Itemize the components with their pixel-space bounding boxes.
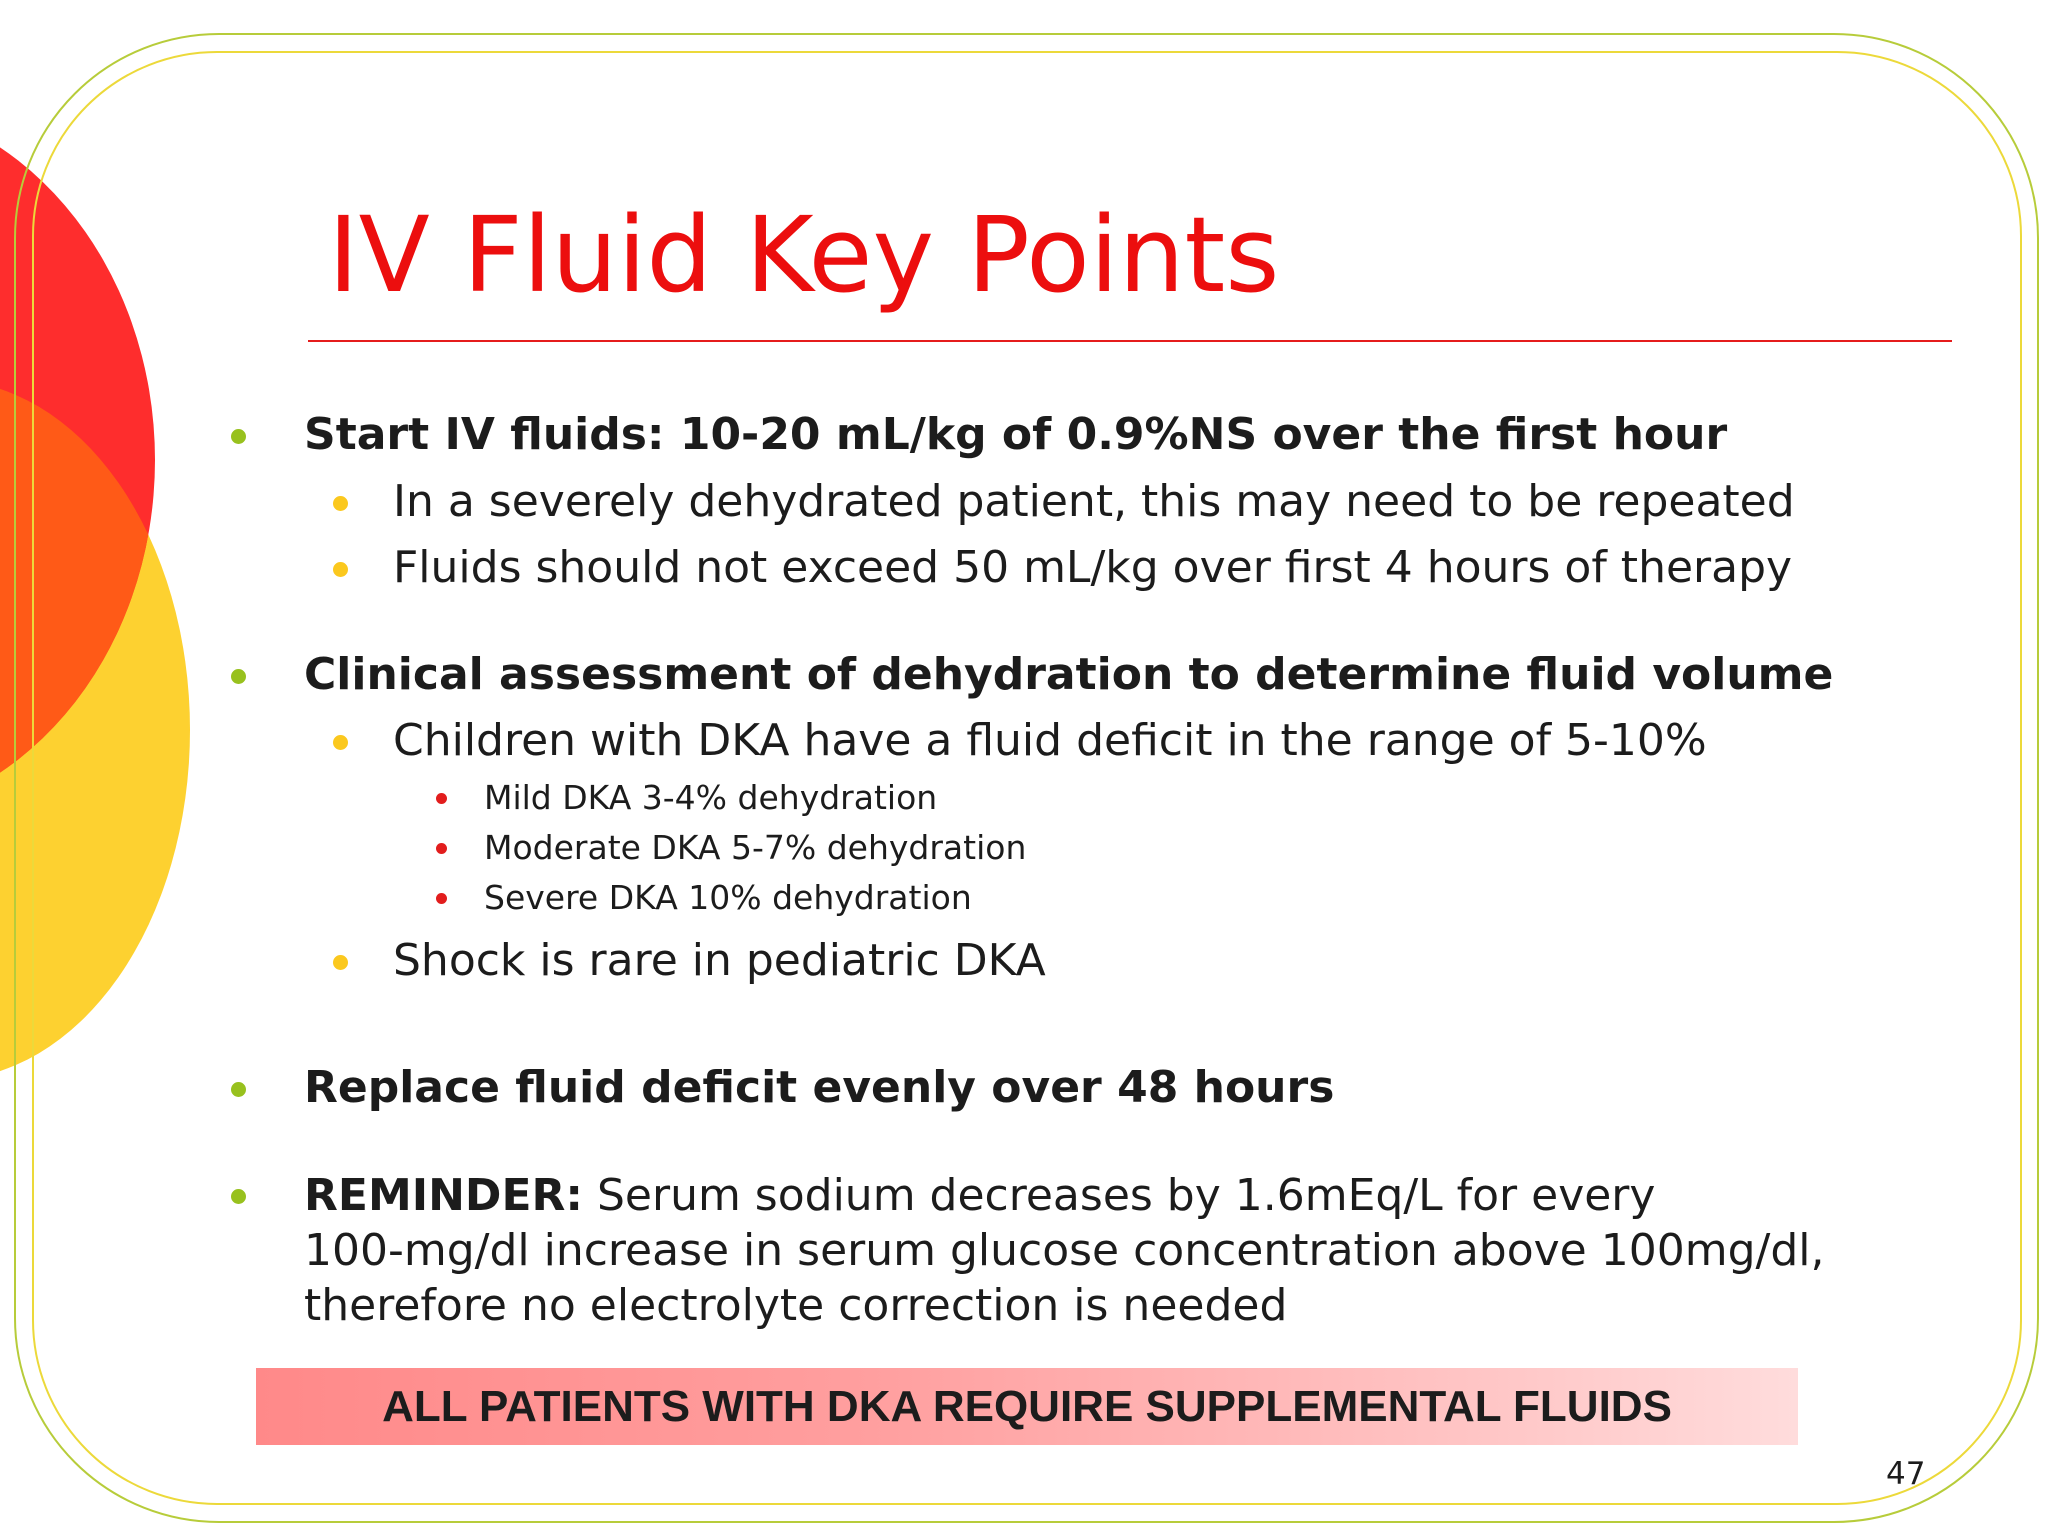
page-number: 47: [1886, 1456, 1926, 1492]
bullet-dot-level2: [333, 562, 348, 577]
reminder-line-1: [304, 1168, 1824, 1223]
reminder-paragraph: [304, 1168, 1824, 1333]
reminder-line-1-text: Serum sodium decreases by 1.6mEq/L for every: [596, 1170, 1656, 1221]
bullet-dot-level2: [333, 955, 348, 970]
reminder-line-2: 100-mg/dl increase in serum glucose concentration above 100mg/dl,: [304, 1225, 1825, 1276]
bullet-2-sub-1-text: Children with DKA have a fluid deficit in the range of 5-10%: [393, 715, 1707, 766]
bullet-2-sub-1-item-3-text: Severe DKA 10% dehydration: [484, 878, 972, 917]
bullet-1-text: Start IV fluids: 10-20 mL/kg of 0.9%NS over the first hour: [304, 409, 1728, 460]
bullet-dot-level2: [333, 496, 348, 511]
bullet-dot-level1: [231, 1082, 246, 1097]
slide-title: IV Fluid Key Points: [328, 194, 1280, 316]
bullet-dot-level1: [231, 429, 246, 444]
bullet-dot-level1: [231, 1189, 246, 1204]
bullet-2-sub-2-text: Shock is rare in pediatric DKA: [393, 935, 1046, 986]
callout-banner-text: ALL PATIENTS WITH DKA REQUIRE SUPPLEMENTAL FLUIDS: [382, 1382, 1672, 1431]
bullet-dot-level2: [333, 735, 348, 750]
bullet-2-sub-1-item-2-text: Moderate DKA 5-7% dehydration: [484, 828, 1027, 867]
bullet-3-text: Replace fluid deficit evenly over 48 hours: [304, 1062, 1335, 1113]
bullet-1-sub-2-text: Fluids should not exceed 50 mL/kg over first 4 hours of therapy: [393, 542, 1793, 593]
title-underline: [308, 340, 1952, 342]
bullet-dot-level1: [231, 669, 246, 684]
bullet-dot-level3: [436, 893, 447, 904]
bullet-dot-level3: [436, 793, 447, 804]
bullet-dot-level3: [436, 843, 447, 854]
reminder-label: REMINDER:: [304, 1170, 583, 1221]
reminder-line-3: therefore no electrolyte correction is needed: [304, 1280, 1288, 1331]
bullet-1-sub-1-text: In a severely dehydrated patient, this may need to be repeated: [393, 476, 1795, 527]
bullet-2-text: Clinical assessment of dehydration to determine fluid volume: [304, 649, 1834, 700]
bullet-2-sub-1-item-1-text: Mild DKA 3-4% dehydration: [484, 778, 938, 817]
callout-banner: [256, 1368, 1798, 1445]
